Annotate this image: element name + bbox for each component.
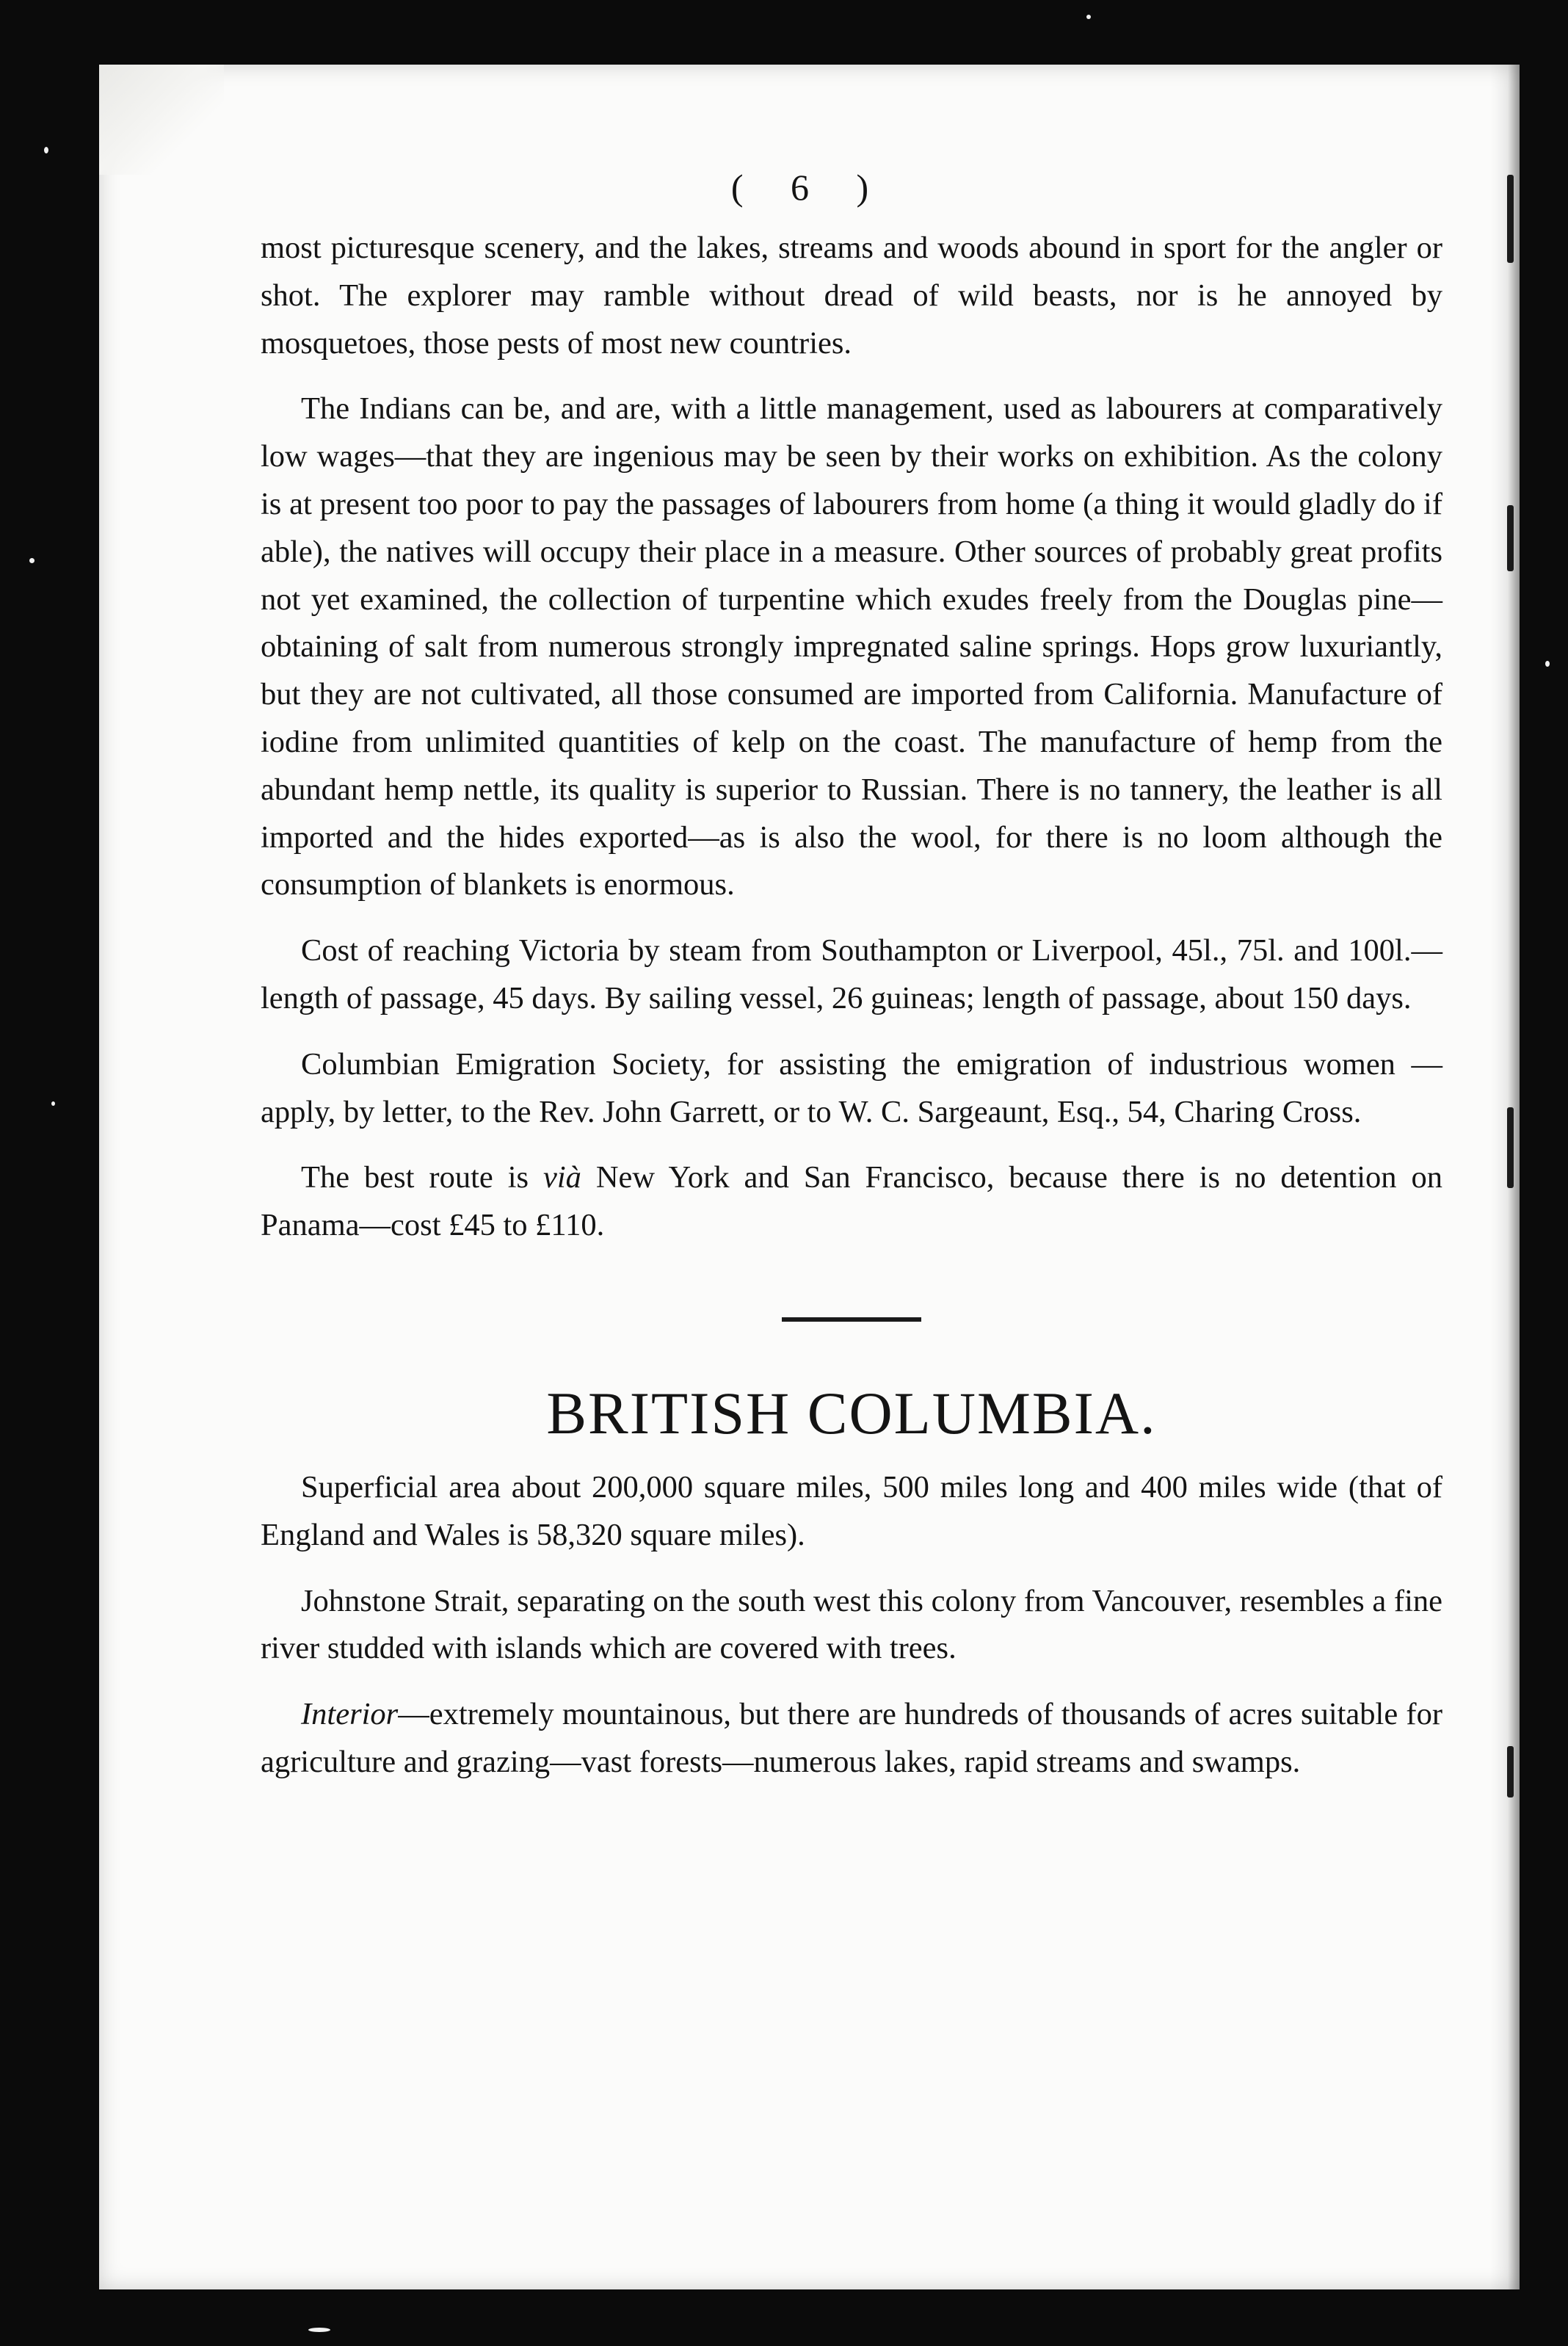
scan-speck <box>308 2328 330 2332</box>
paragraph-best-route <box>261 1154 1442 1250</box>
paragraph-cost: Cost of reaching Victoria by steam from Southampton or Liverpool, 45l., 75l. and 100l.—length of passage, 45 days. By sailing vessel, 26 guineas; length of passage, about 150 days. <box>261 933 1442 1015</box>
spine-mark <box>1507 505 1514 571</box>
interior-label: Interior <box>301 1697 399 1732</box>
paragraph-continued: most picturesque scenery, and the lakes, streams and woods abound in sport for the angler or shot. The explorer may ramble without dread of wild beasts, nor is he annoyed by mosquetoes, those pests of most new countries. <box>261 231 1442 361</box>
section-divider <box>782 1317 921 1322</box>
page-number: ( 6 ) <box>730 167 888 208</box>
page-spine-shadow <box>1490 65 1520 2289</box>
scan-speck <box>1545 661 1550 667</box>
scan-speck <box>1086 15 1091 19</box>
interior-text: —extremely mountainous, but there are hundreds of thousands of acres suitable for agriculture and grazing—vast forests—numerous lakes, rapid streams and swamps. <box>261 1697 1442 1779</box>
paragraph-area: Superficial area about 200,000 square miles, 500 miles long and 400 miles wide (that of England and Wales is 58,320 square miles). <box>261 1469 1442 1552</box>
folded-corner <box>99 65 224 175</box>
spine-mark <box>1507 1107 1514 1188</box>
book-page <box>99 65 1520 2289</box>
paragraph-interior <box>261 1691 1442 1786</box>
scan-speck <box>51 1101 55 1106</box>
body-text <box>261 225 1442 1786</box>
route-text-italic: vià <box>543 1160 581 1195</box>
paragraph-emigration-society: Columbian Emigration Society, for assisting the emigration of industrious women — apply, by letter, to the Rev. John Garrett, or to W. C. Sargeaunt, Esq., 54, Charing Cross. <box>261 1046 1442 1129</box>
scan-speck <box>44 147 48 153</box>
paragraph-indians: The Indians can be, and are, with a little management, used as labourers at comparatively low wages—that they are ingenious may be seen by their works on exhibition. As the colony is at present too poor to pay the passages of labourers from home (a thing it would gladly do if able), the natives will occupy their place in a measure. Other sources of probably great profits not yet examined, the collection of turpentine which exudes freely from the Douglas pine—obtaining of salt from numerous strongly impregnated saline springs. Hops grow luxuriantly, but they are not cultivated, all those consumed are imported from California. Manufacture of iodine from unlimited quantities of kelp on the coast. The manufacture of hemp from the abundant hemp nettle, its quality is superior to Russian. There is no tannery, the leather is all imported and the hides exported—as is also the wool, for there is no loom although the consumption of blankets is enormous. <box>261 391 1442 902</box>
section-heading: BRITISH COLUMBIA. <box>546 1379 1157 1447</box>
spine-mark <box>1507 1746 1514 1797</box>
route-text-after: New York and San Francisco, because there is no detention on Panama—cost £45 to £110. <box>261 1160 1442 1243</box>
scan-speck <box>29 558 35 563</box>
route-text-before: The best route is <box>301 1160 543 1195</box>
paragraph-johnstone-strait: Johnstone Strait, separating on the south west this colony from Vancouver, resembles a fine river studded with islands which are covered with trees. <box>261 1583 1442 1666</box>
